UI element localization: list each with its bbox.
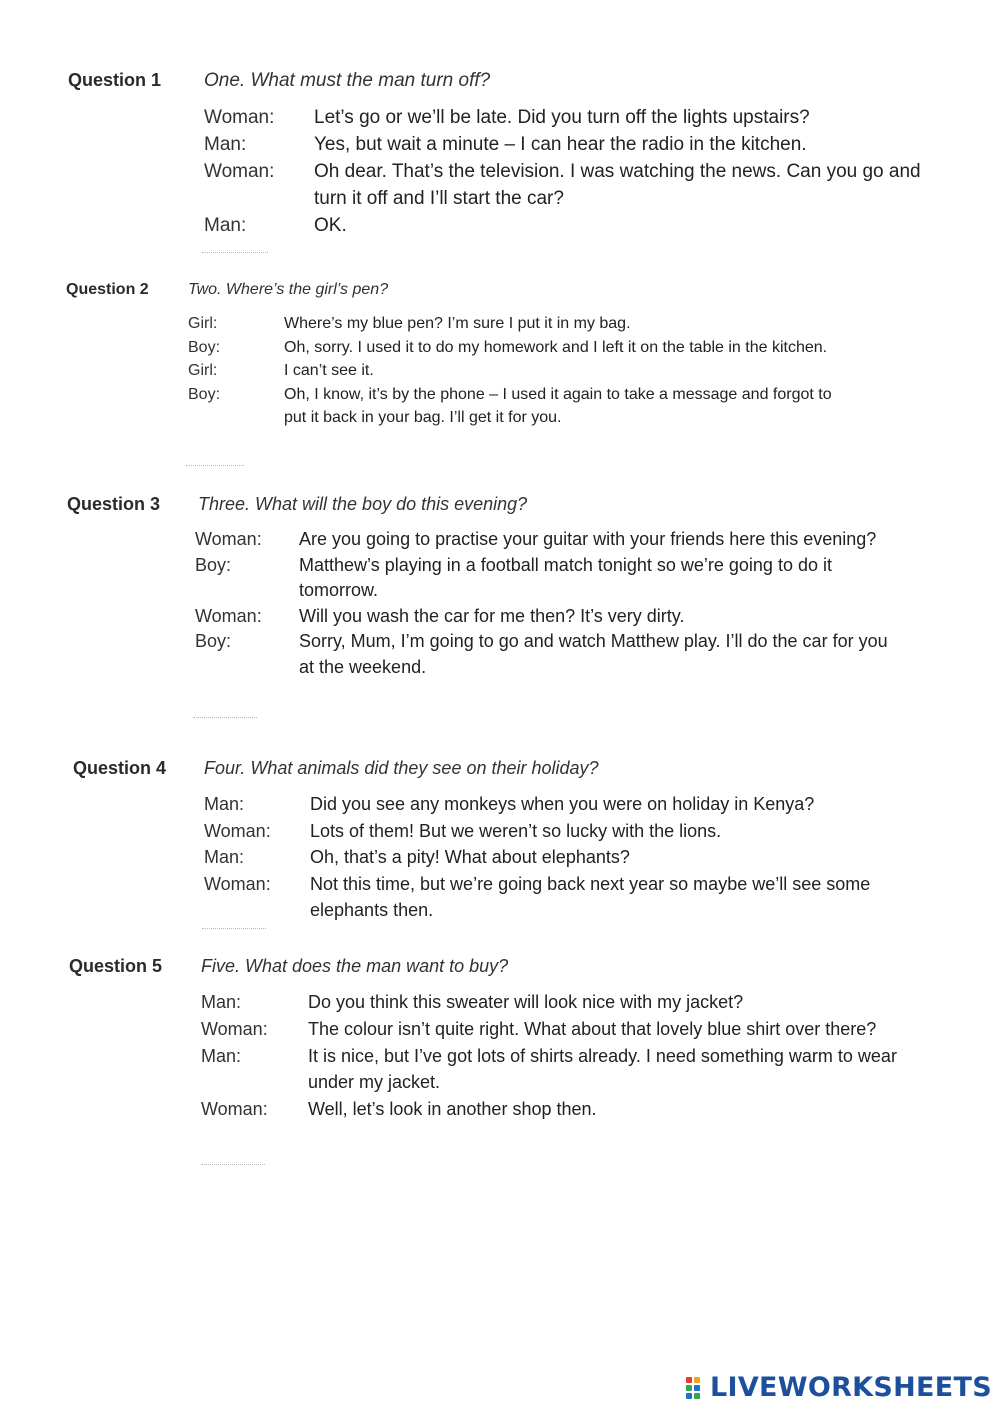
dialogue — [195, 527, 895, 680]
dialogue-line — [188, 383, 848, 430]
question-label: Question 2 — [66, 281, 149, 298]
pause-mark — [202, 252, 268, 253]
speech: Let’s go or we’ll be late. Did you turn off the lights upstairs? — [314, 107, 810, 128]
dialogue-line — [204, 844, 894, 871]
dialogue — [204, 104, 948, 239]
pause-mark — [201, 1164, 265, 1165]
dialogue-line — [204, 104, 948, 131]
speech: Are you going to practise your guitar with your friends here this evening? — [299, 529, 877, 549]
speech: Lots of them! But we weren’t so lucky with the lions. — [310, 820, 722, 841]
pause-mark — [193, 717, 257, 718]
question-prompt: Two. Where’s the girl’s pen? — [188, 281, 389, 298]
dialogue-line — [204, 212, 948, 239]
speaker: Boy: — [188, 338, 221, 356]
question-prompt: Four. What animals did they see on their holiday? — [204, 758, 599, 778]
speech: Not this time, but we’re going back next year so maybe we’ll see some elephants then. — [310, 873, 871, 920]
dialogue-line — [188, 312, 848, 336]
speaker: Boy: — [195, 554, 232, 575]
dialogue-line — [201, 1096, 901, 1123]
speaker: Man: — [201, 992, 242, 1012]
speech: Where’s my blue pen? I’m sure I put it in my bag. — [284, 315, 631, 332]
dialogue-line — [195, 629, 895, 680]
speaker: Man: — [204, 215, 247, 236]
dialogue — [188, 312, 848, 430]
speaker: Woman: — [204, 161, 275, 182]
question-label: Question 1 — [68, 70, 162, 90]
speaker: Man: — [204, 134, 247, 155]
speech: Matthew’s playing in a football match tonight so we’re going to do it tomorrow. — [299, 554, 832, 600]
speech: The colour isn’t quite right. What about that lovely blue shirt over there? — [308, 1018, 877, 1039]
speaker: Girl: — [188, 362, 218, 379]
speech: It is nice, but I’ve got lots of shirts already. I need something warm to wear under my jacket. — [308, 1045, 897, 1093]
liveworksheets-logo-icon — [686, 1373, 708, 1401]
speaker: Man: — [201, 1045, 242, 1066]
question-label: Question 4 — [73, 758, 167, 778]
dialogue-line — [195, 553, 895, 604]
speaker: Woman: — [195, 605, 262, 626]
speaker: Woman: — [204, 873, 271, 894]
speech: I can’t see it. — [284, 362, 374, 379]
speaker: Boy: — [188, 385, 221, 403]
question-label: Question 5 — [69, 956, 163, 976]
speech: Oh, that’s a pity! What about elephants? — [310, 847, 630, 867]
speech: Sorry, Mum, I’m going to go and watch Matthew play. I’ll do the car for you at the weekend. — [299, 631, 888, 677]
dialogue-line — [204, 818, 894, 845]
dialogue-line — [201, 989, 901, 1016]
dialogue-line — [188, 359, 848, 383]
dialogue — [204, 791, 894, 924]
question-prompt: One. What must the man turn off? — [204, 70, 491, 91]
speaker: Woman: — [195, 529, 262, 549]
speaker: Woman: — [201, 1099, 268, 1120]
dialogue-line — [201, 1016, 901, 1043]
question-label: Question 3 — [67, 494, 161, 514]
speech: Did you see any monkeys when you were on holiday in Kenya? — [310, 794, 815, 814]
dialogue-line — [201, 1043, 901, 1097]
speech: Oh dear. That’s the television. I was watching the news. Can you go and turn it off and I’ll start the car? — [314, 161, 921, 209]
pause-mark — [202, 928, 266, 929]
dialogue-line — [195, 604, 895, 630]
dialogue-line — [204, 871, 894, 924]
speaker: Man: — [204, 794, 245, 814]
speaker: Woman: — [201, 1018, 268, 1039]
brand-logo[interactable] — [686, 1369, 992, 1405]
speaker: Woman: — [204, 107, 275, 128]
speaker: Girl: — [188, 315, 218, 332]
speech: Oh, I know, it’s by the phone – I used it again to take a message and forgot to put it back in your bag. I’ll get it for you. — [284, 385, 832, 426]
speaker: Woman: — [204, 820, 271, 841]
speaker: Boy: — [195, 631, 232, 651]
speech: Oh, sorry. I used it to do my homework and I left it on the table in the kitchen. — [284, 338, 828, 356]
speech: Do you think this sweater will look nice with my jacket? — [308, 992, 744, 1012]
speech: Yes, but wait a minute – I can hear the radio in the kitchen. — [314, 134, 807, 155]
dialogue-line — [204, 131, 948, 158]
pause-mark — [186, 465, 244, 466]
question-prompt: Three. What will the boy do this evening? — [198, 494, 528, 514]
speaker: Man: — [204, 847, 245, 867]
question-prompt: Five. What does the man want to buy? — [201, 956, 509, 976]
speech: Will you wash the car for me then? It’s very dirty. — [299, 605, 685, 626]
dialogue — [201, 989, 901, 1123]
speech: OK. — [314, 215, 347, 236]
dialogue-line — [188, 336, 848, 360]
brand-name: LIVEWORKSHEETS — [709, 1371, 992, 1403]
dialogue-line — [195, 527, 895, 553]
speech: Well, let’s look in another shop then. — [308, 1099, 597, 1120]
dialogue-line — [204, 791, 894, 818]
dialogue-line — [204, 158, 948, 212]
